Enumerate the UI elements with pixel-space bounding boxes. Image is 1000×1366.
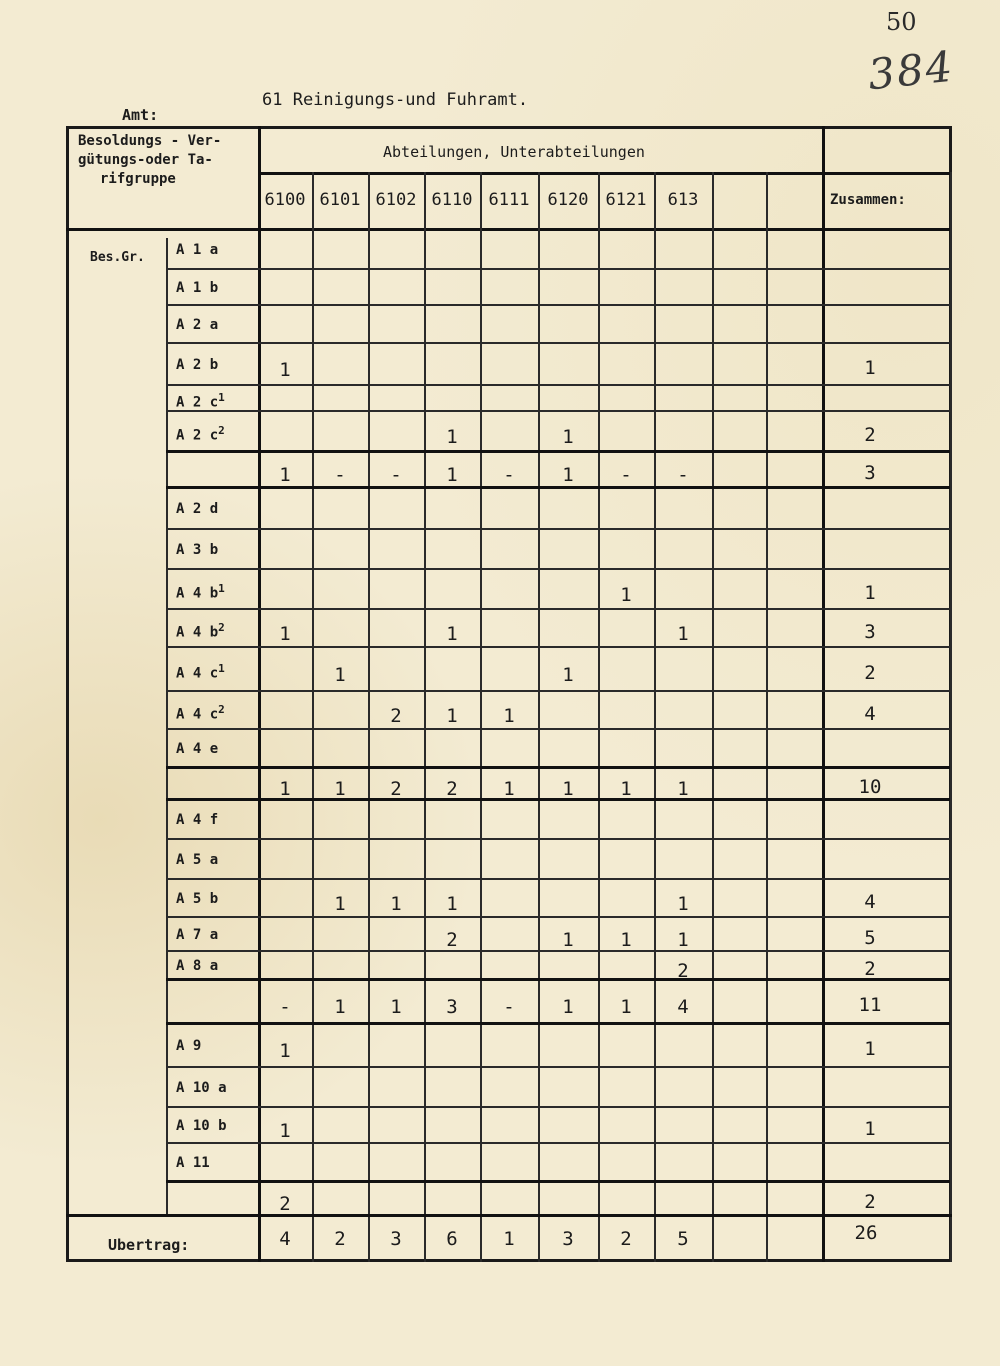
table-cell: 1: [620, 778, 632, 800]
row-rule: [166, 978, 950, 981]
row-total: 1: [864, 1118, 876, 1140]
row-label: A 4 $c^1$: [176, 662, 225, 682]
table-cell: -: [677, 464, 689, 486]
uebertrag-cell: 2: [620, 1228, 632, 1250]
table-cell: 1: [562, 426, 574, 448]
row-rule: [166, 690, 950, 692]
table-cell: 1: [677, 778, 689, 800]
column-header: 6121: [605, 190, 647, 210]
table-cell: 1: [279, 1040, 291, 1062]
header-divider: [258, 172, 950, 175]
table-cell: 1: [279, 464, 291, 486]
uebertrag-cell: 3: [390, 1228, 402, 1250]
table-cell: 1: [620, 929, 632, 951]
row-label-superscript: 1: [218, 662, 225, 675]
table-cell: 1: [279, 778, 291, 800]
table-cell: 1: [677, 893, 689, 915]
table-top-header: Abteilungen, Unterabteilungen: [383, 143, 645, 161]
row-total: 5: [864, 927, 876, 949]
row-rule: [166, 410, 950, 412]
row-label-superscript: 2: [218, 424, 225, 437]
table-cell: 1: [620, 584, 632, 606]
row-rule: [166, 1022, 950, 1025]
besoldung-group-label: Bes.Gr.: [90, 250, 145, 265]
table-cell: 1: [677, 623, 689, 645]
row-label: A 4 $c^2$: [176, 703, 225, 723]
row-rule: [166, 608, 950, 610]
row-rule: [166, 384, 950, 386]
table-cell: 1: [279, 359, 291, 381]
table-cell: 1: [446, 464, 458, 486]
row-rule: [166, 1142, 950, 1144]
row-label-superscript: 1: [218, 582, 225, 595]
row-rule: [166, 916, 950, 918]
table-cell: -: [334, 464, 346, 486]
left-header-line: rifgruppe: [100, 171, 176, 187]
folio-number: 384: [865, 41, 957, 100]
table-cell: 1: [620, 996, 632, 1018]
row-label: A 2 b: [176, 357, 219, 373]
row-total: 4: [864, 891, 876, 913]
row-total: 3: [864, 462, 876, 484]
column-rule: [312, 172, 314, 1262]
table-cell: 2: [390, 778, 402, 800]
uebertrag-cell: 2: [334, 1228, 346, 1250]
row-label: A 2 $c^1$: [176, 391, 225, 411]
row-label-superscript: 2: [218, 703, 225, 716]
table-cell: 1: [446, 623, 458, 645]
row-rule: [166, 838, 950, 840]
table-left-header: [78, 132, 258, 189]
table-cell: 1: [390, 996, 402, 1018]
column-header: 6111: [488, 190, 530, 210]
row-label: A 3 b: [176, 542, 219, 558]
table-cell: 1: [562, 778, 574, 800]
table-cell: 1: [334, 893, 346, 915]
table-cell: 2: [446, 778, 458, 800]
table-cell: 1: [562, 929, 574, 951]
row-total: 2: [864, 424, 876, 446]
column-rule: [950, 172, 952, 1262]
uebertrag-cell: 3: [562, 1228, 574, 1250]
row-label: A 9: [176, 1038, 202, 1054]
table-cell: 2: [279, 1193, 291, 1215]
header-bottom-rule: [66, 228, 952, 231]
column-rule: [766, 172, 768, 1262]
row-rule: [166, 1066, 950, 1068]
table-cell: 2: [390, 705, 402, 727]
left-header-line: gütungs-oder Ta-: [78, 152, 213, 168]
table-cell: 2: [677, 960, 689, 982]
table-cell: 1: [503, 778, 515, 800]
page-number: 50: [886, 8, 917, 36]
uebertrag-label: Ubertrag:: [108, 1236, 190, 1254]
row-label: A 2 d: [176, 501, 219, 517]
row-total: 2: [864, 1191, 876, 1213]
row-rule: [166, 450, 950, 453]
row-rule: [166, 304, 950, 306]
table-cell: 2: [446, 929, 458, 951]
uebertrag-cell: 6: [446, 1228, 458, 1250]
row-total: 2: [864, 958, 876, 980]
table-cell: -: [390, 464, 402, 486]
table-cell: 1: [446, 705, 458, 727]
row-label: A 11: [176, 1155, 210, 1171]
uebertrag-cell: 4: [279, 1228, 291, 1250]
column-rule: [368, 172, 370, 1262]
row-label: A 4 f: [176, 812, 219, 828]
table-cell: 1: [334, 664, 346, 686]
row-total: 1: [864, 357, 876, 379]
row-rule: [166, 1180, 950, 1183]
column-rule: [258, 126, 261, 1262]
row-rule: [166, 528, 950, 530]
row-label: A 10 a: [176, 1080, 227, 1096]
table-cell: 3: [446, 996, 458, 1018]
row-rule: [166, 268, 950, 270]
column-header: 6120: [547, 190, 589, 210]
table-cell: 1: [562, 664, 574, 686]
row-label: A 4 $b^1$: [176, 582, 225, 602]
row-rule: [166, 766, 950, 769]
row-rule: [166, 646, 950, 648]
row-label-superscript: 1: [218, 391, 225, 404]
row-label: A 5 a: [176, 852, 219, 868]
row-total: 2: [864, 662, 876, 684]
row-rule: [166, 878, 950, 880]
row-rule: [166, 568, 950, 570]
table-cell: 1: [446, 426, 458, 448]
table-cell: -: [620, 464, 632, 486]
total-column-header: Zusammen:: [830, 192, 906, 208]
table-cell: 1: [503, 705, 515, 727]
row-total: 1: [864, 1038, 876, 1060]
row-total: 3: [864, 621, 876, 643]
row-rule: [166, 342, 950, 344]
row-label: A 2 $c^2$: [176, 424, 225, 444]
amt-value: 61 Reinigungs-und Fuhramt.: [262, 90, 529, 110]
table-cell: 1: [334, 778, 346, 800]
column-rule: [480, 172, 482, 1262]
column-header: 6110: [431, 190, 473, 210]
row-label: A 1 b: [176, 280, 219, 296]
column-rule: [538, 172, 540, 1262]
row-label: A 1 a: [176, 242, 219, 258]
table-cell: -: [503, 996, 515, 1018]
table-cell: 4: [677, 996, 689, 1018]
column-header: 6100: [264, 190, 306, 210]
left-header-line: Besoldungs - Ver-: [78, 133, 222, 149]
row-label: A 4 e: [176, 741, 219, 757]
table-cell: 1: [677, 929, 689, 951]
table-cell: 1: [562, 996, 574, 1018]
row-label: A 2 a: [176, 317, 219, 333]
table-cell: 1: [279, 1120, 291, 1142]
column-rule: [424, 172, 426, 1262]
column-rule: [654, 172, 656, 1262]
row-label: A 8 a: [176, 958, 219, 974]
row-label: A 7 a: [176, 927, 219, 943]
row-rule: [166, 1106, 950, 1108]
row-total: 1: [864, 582, 876, 604]
row-label-superscript: 2: [218, 621, 225, 634]
table-cell: 1: [446, 893, 458, 915]
row-label: A 5 b: [176, 891, 219, 907]
row-rule: [166, 486, 950, 489]
row-total: 11: [858, 994, 882, 1016]
column-header: 613: [667, 190, 699, 210]
table-cell: 1: [279, 623, 291, 645]
table-cell: 1: [562, 464, 574, 486]
uebertrag-cell: 1: [503, 1228, 515, 1250]
table-cell: 1: [390, 893, 402, 915]
table-cell: -: [279, 996, 291, 1018]
column-rule: [822, 126, 825, 1262]
uebertrag-cell: 5: [677, 1228, 689, 1250]
column-header: 6101: [319, 190, 361, 210]
row-rule: [166, 728, 950, 730]
table-cell: -: [503, 464, 515, 486]
column-header: 6102: [375, 190, 417, 210]
row-total: 4: [864, 703, 876, 725]
uebertrag-rule: [66, 1214, 952, 1217]
row-label: A 4 $b^2$: [176, 621, 225, 641]
row-total: 10: [858, 776, 882, 798]
column-rule: [712, 172, 714, 1262]
amt-label: Amt:: [122, 106, 159, 124]
uebertrag-total: 26: [854, 1222, 878, 1244]
column-rule: [598, 172, 600, 1262]
table-cell: 1: [334, 996, 346, 1018]
row-label: A 10 b: [176, 1118, 227, 1134]
